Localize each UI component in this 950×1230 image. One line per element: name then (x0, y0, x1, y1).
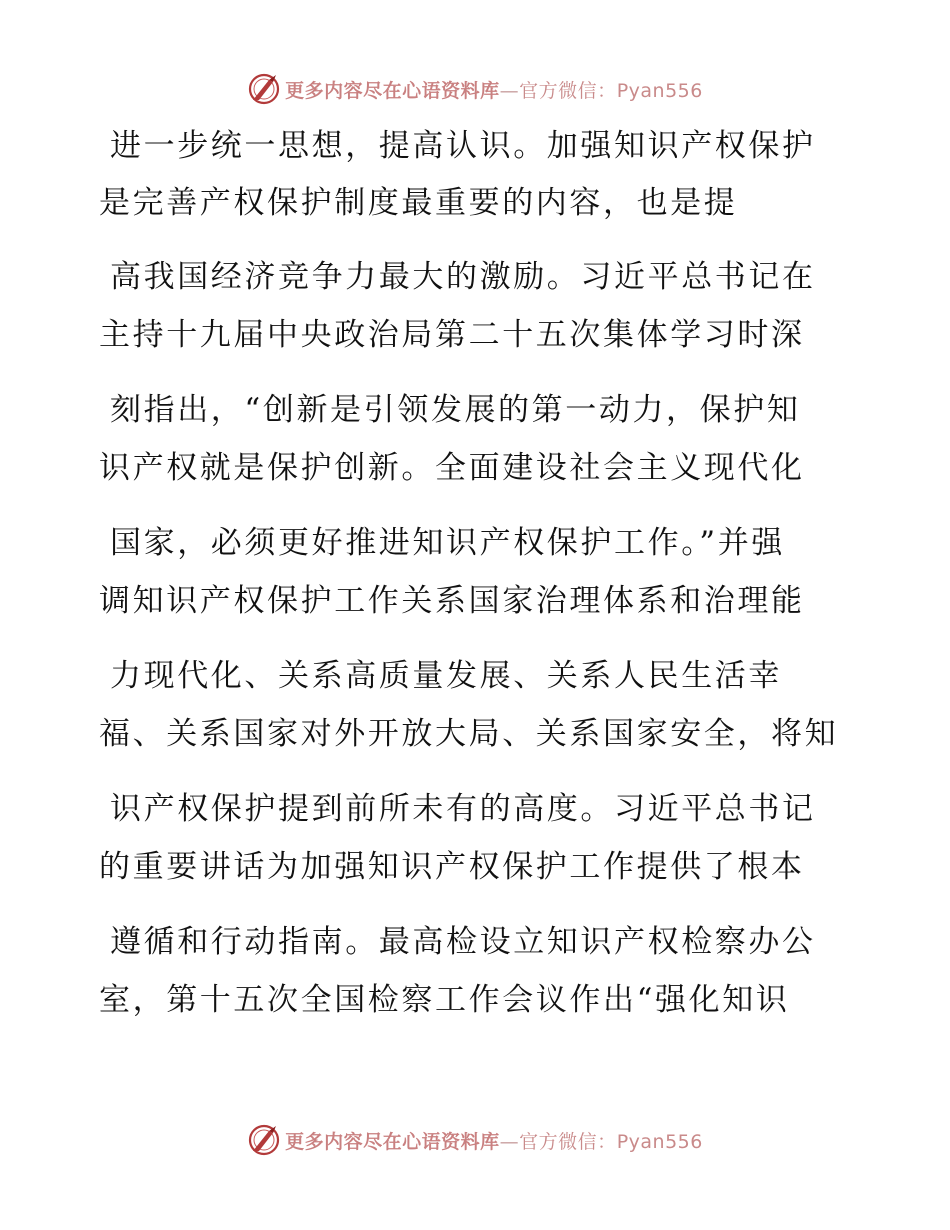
text-line: 是完善产权保护制度最重要的内容，也是提 (99, 185, 738, 221)
text-line: 力现代化、关系高质量发展、关系人民生活幸 (110, 658, 782, 694)
quill-seal-icon (247, 1123, 281, 1157)
watermark-dash: — (499, 79, 520, 102)
text-line: 识产权保护提到前所未有的高度。习近平总书记 (110, 791, 816, 827)
quill-seal-icon (247, 72, 281, 106)
text-line: 室，第十五次全国检察工作会议作出“强化知识 (99, 982, 790, 1018)
watermark-wechat-id: Pyan556 (616, 1130, 703, 1153)
text-line: 刻指出，“创新是引领发展的第一动力，保护知 (110, 392, 801, 428)
text-line: 调知识产权保护工作关系国家治理体系和治理能 (99, 583, 805, 619)
text-line: 进一步统一思想，提高认识。加强知识产权保护 (110, 128, 816, 164)
text-line: 识产权就是保护创新。全面建设社会主义现代化 (99, 450, 805, 486)
watermark-main-text: 更多内容尽在心语资料库 (285, 1130, 500, 1153)
text-line: 国家，必须更好推进知识产权保护工作。”并强 (110, 525, 785, 561)
text-line: 遵循和行动指南。最高检设立知识产权检察办公 (110, 924, 816, 960)
watermark-main-text: 更多内容尽在心语资料库 (285, 79, 500, 102)
watermark-dash: — (499, 1130, 520, 1153)
text-line: 主持十九届中央政治局第二十五次集体学习时深 (99, 317, 805, 353)
watermark-wechat-label: 官方微信： (519, 79, 617, 102)
text-line: 的重要讲话为加强知识产权保护工作提供了根本 (99, 849, 805, 885)
header-watermark (0, 71, 950, 107)
watermark-wechat-id: Pyan556 (616, 79, 703, 102)
text-line: 高我国经济竞争力最大的激励。习近平总书记在 (110, 259, 816, 295)
watermark-wechat-label: 官方微信： (519, 1130, 617, 1153)
footer-watermark (0, 1122, 950, 1158)
text-line: 福、关系国家对外开放大局、关系国家安全，将知 (99, 716, 839, 752)
